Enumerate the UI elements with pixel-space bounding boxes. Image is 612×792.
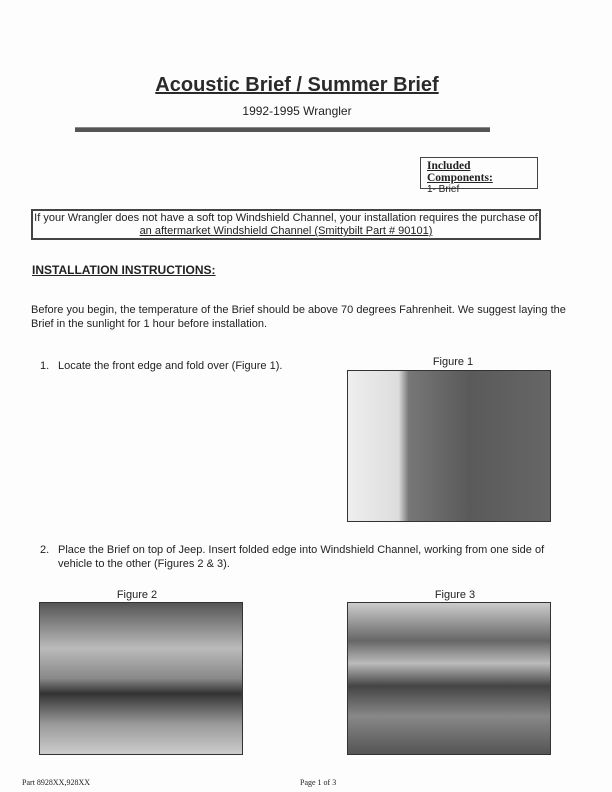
page-title: Acoustic Brief / Summer Brief bbox=[155, 74, 439, 96]
figure-1-label: Figure 1 bbox=[432, 356, 474, 368]
title-divider bbox=[75, 127, 490, 132]
notice-line: If your Wrangler does not have a soft top Windshield Channel, your installation requires the purchase of bbox=[34, 212, 538, 224]
included-components-heading: Included Components: bbox=[427, 160, 493, 184]
figure-2-photo bbox=[39, 602, 243, 755]
step-2 bbox=[40, 543, 570, 571]
footer-page-number: Page 1 of 3 bbox=[300, 778, 337, 787]
step-text: Locate the front edge and fold over (Figure 1). bbox=[58, 360, 283, 372]
page-subtitle: 1992-1995 Wrangler bbox=[242, 104, 352, 118]
notice-box bbox=[31, 209, 541, 240]
figure-1-photo bbox=[347, 370, 551, 522]
step-1 bbox=[40, 359, 283, 373]
included-components-box bbox=[420, 157, 538, 195]
step-text: Place the Brief on top of Jeep. Insert folded edge into Windshield Channel, working from one side of vehicle to the other (Figures 2 & 3). bbox=[58, 544, 545, 570]
footer-part-number: Part 8928XX,928XX bbox=[22, 778, 90, 787]
step-number: 2. bbox=[40, 544, 50, 556]
included-item: 1- Brief bbox=[427, 184, 460, 195]
section-heading: INSTALLATION INSTRUCTIONS: bbox=[32, 263, 216, 277]
figure-3-photo bbox=[347, 602, 551, 755]
notice-line: an aftermarket Windshield Channel (Smittybilt Part # 90101) bbox=[139, 225, 433, 237]
figure-2-label: Figure 2 bbox=[116, 589, 158, 601]
figure-3-label: Figure 3 bbox=[434, 589, 476, 601]
intro-paragraph: Before you begin, the temperature of the Brief should be above 70 degrees Fahrenheit. We suggest laying the Brief in the sunlight for 1 hour before installation. bbox=[31, 304, 566, 330]
step-number: 1. bbox=[40, 360, 50, 372]
